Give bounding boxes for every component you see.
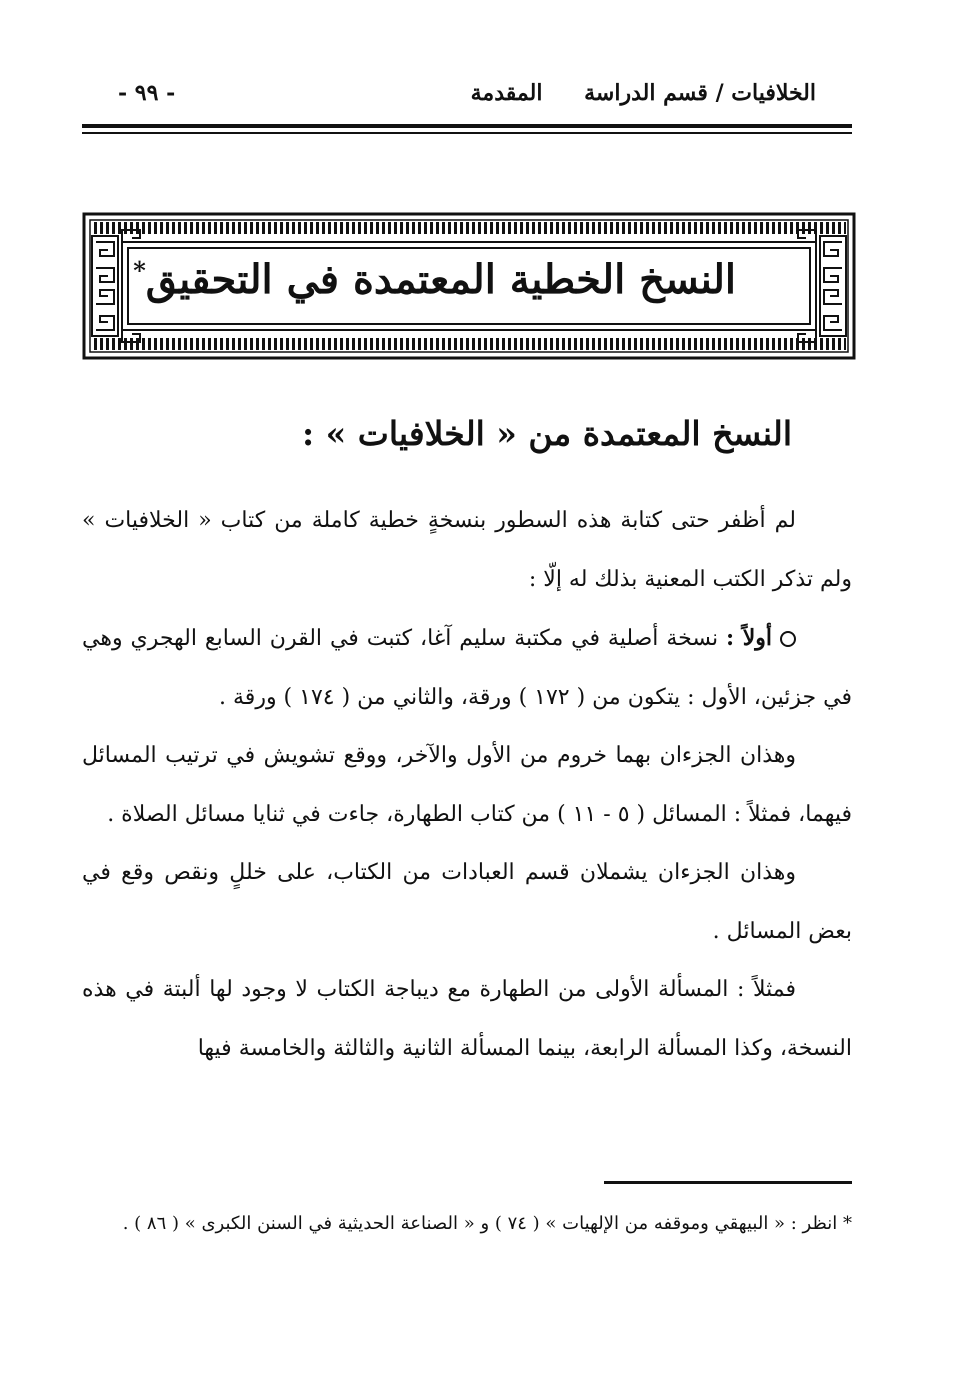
title-footnote-mark: * bbox=[133, 256, 146, 285]
title-ornamental-frame bbox=[82, 212, 856, 360]
header-chapter-title: المقدمة bbox=[470, 80, 543, 106]
header-rule-thin bbox=[82, 132, 852, 134]
chapter-title: النسخ الخطية المعتمدة في التحقيق* bbox=[133, 256, 736, 303]
paragraph: لم أظفر حتى كتابة هذه السطور بنسخةٍ خطية كاملة من كتاب « الخلافيات » ولم تذكر الكتب المعنية بذلك له إلّا : bbox=[82, 508, 852, 592]
running-header bbox=[82, 72, 852, 122]
running-title: الخلافيات / قسم الدراسة المقدمة bbox=[470, 80, 816, 106]
paragraph-lead: أولاً : bbox=[726, 625, 772, 651]
header-rule-thick bbox=[82, 124, 852, 128]
paragraph: فمثلاً : المسألة الأولى من الطهارة مع ديباجة الكتاب لا وجود لها ألبتة في هذه النسخة، وكذا المسألة الرابعة، بينما المسألة الثانية والثالثة والخامسة فيها bbox=[82, 977, 852, 1061]
circle-bullet-icon bbox=[780, 631, 796, 647]
paragraph: أولاً : نسخة أصلية في مكتبة سليم آغا، كتبت في القرن السابع الهجري وهي في جزئين، الأول : يتكون من ( ١٧٢ ) ورقة، والثاني من ( ١٧٤ ) ورقة . bbox=[82, 625, 852, 710]
header-book-title: الخلافيات bbox=[731, 80, 816, 106]
footnote bbox=[82, 1204, 852, 1244]
page-number: - ٩٩ - bbox=[118, 80, 176, 106]
main-text bbox=[82, 492, 852, 1078]
paragraph: وهذان الجزءان بهما خروم من الأول والآخر، ووقع تشويش في ترتيب المسائل فيهما، فمثلاً : المسائل ( ٥ - ١١ ) من كتاب الطهارة، جاءت في ثنايا مسائل الصلاة . bbox=[82, 743, 852, 827]
paragraph: وهذان الجزءان يشملان قسم العبادات من الكتاب، على خللٍ ونقص وقع في بعض المسائل . bbox=[82, 860, 852, 944]
section-heading: النسخ المعتمدة من « الخلافيات » : bbox=[301, 414, 792, 453]
footnote-text: * انظر : « البيهقي وموقفه من الإلهيات » ( ٧٤ ) و « الصناعة الحديثية في السنن الكبرى » ( ٨٦ ) . bbox=[122, 1213, 852, 1234]
footnote-separator bbox=[604, 1181, 852, 1184]
header-part-title: قسم الدراسة bbox=[584, 80, 708, 106]
